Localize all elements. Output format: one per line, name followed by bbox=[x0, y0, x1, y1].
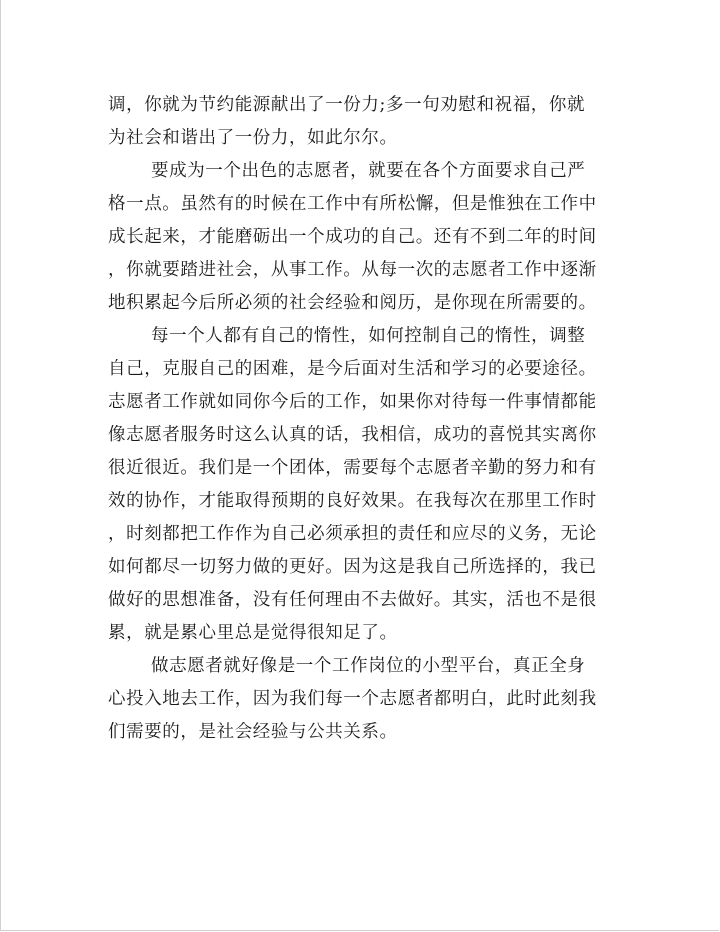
text-line: 格一点。虽然有的时候在工作中有所松懈，但是惟独在工作中 bbox=[108, 194, 597, 214]
text-line: 心投入地去工作，因为我们每一个志愿者都明白，此时此刻我 bbox=[108, 689, 597, 709]
text-line: 做好的思想准备，没有任何理由不去做好。其实，活也不是很 bbox=[108, 590, 597, 610]
text-line: ，你就要踏进社会，从事工作。从每一次的志愿者工作中逐渐 bbox=[108, 260, 597, 280]
text-line: 如何都尽一切努力做的更好。因为这是我自己所选择的，我已 bbox=[108, 557, 597, 577]
text-line: 为社会和谐出了一份力，如此尔尔。 bbox=[108, 128, 398, 148]
text-line: 调，你就为节约能源献出了一份力;多一句劝慰和祝福，你就 bbox=[108, 95, 586, 115]
text-line: 地积累起今后所必须的社会经验和阅历，是你现在所需要的。 bbox=[108, 293, 597, 313]
text-line: 自己，克服自己的困难，是今后面对生活和学习的必要途径。 bbox=[108, 359, 597, 379]
text-line: 成长起来，才能磨砺出一个成功的自己。还有不到二年的时间 bbox=[108, 227, 597, 247]
body-text bbox=[108, 89, 628, 749]
text-line: 很近很近。我们是一个团体，需要每个志愿者辛勤的努力和有 bbox=[108, 458, 597, 478]
text-line: 要成为一个出色的志愿者，就要在各个方面要求自己严 bbox=[151, 161, 586, 181]
text-line: ，时刻都把工作作为自己必须承担的责任和应尽的义务，无论 bbox=[108, 524, 597, 544]
text-line: 像志愿者服务时这么认真的话，我相信，成功的喜悦其实离你 bbox=[108, 425, 597, 445]
text-line: 效的协作，才能取得预期的良好效果。在我每次在那里工作时 bbox=[108, 491, 597, 511]
text-line: 志愿者工作就如同你今后的工作，如果你对待每一件事情都能 bbox=[108, 392, 597, 412]
text-line: 做志愿者就好像是一个工作岗位的小型平台，真正全身 bbox=[151, 656, 586, 676]
text-line: 每一个人都有自己的惰性，如何控制自己的惰性，调整 bbox=[151, 326, 586, 346]
text-line: 累，就是累心里总是觉得很知足了。 bbox=[108, 623, 398, 643]
text-line: 们需要的，是社会经验与公共关系。 bbox=[108, 722, 398, 742]
